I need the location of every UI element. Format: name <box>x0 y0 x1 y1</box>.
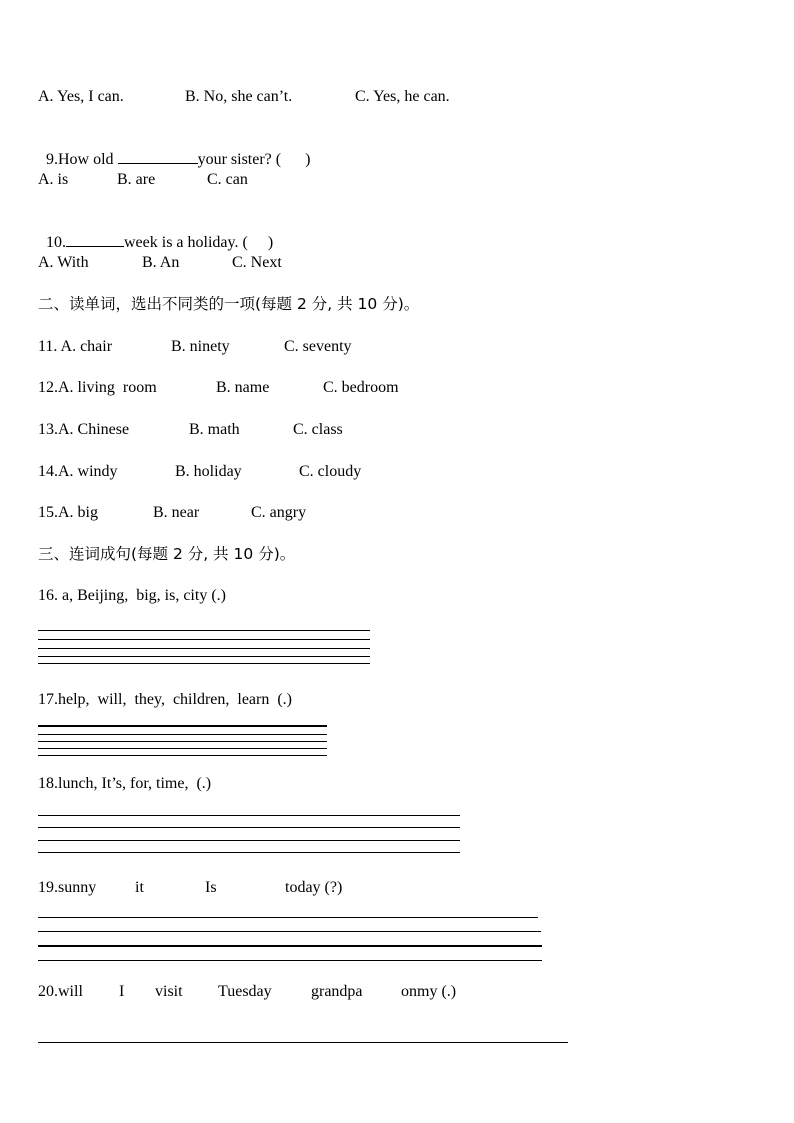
q19-answer-line[interactable] <box>38 917 538 918</box>
q10-question <box>38 212 273 253</box>
q8-option-b[interactable]: B. No, she can’t. <box>185 88 293 105</box>
q13-option-c[interactable]: C. class <box>293 421 343 438</box>
q20-word-1: 20.will <box>38 983 83 1000</box>
q17-prompt: 17.help, will, they, children, learn (.) <box>38 691 292 708</box>
q20-prompt <box>38 982 457 1122</box>
q15-option-b[interactable]: B. near <box>153 504 200 521</box>
q14-option-c[interactable]: C. cloudy <box>299 463 362 480</box>
q19-word-2: it <box>135 879 144 896</box>
q17-answer-line[interactable] <box>38 741 327 742</box>
section-2-title: 二、读单词，选出不同类的一项(每题 2 分, 共 10 分)。 <box>38 295 420 313</box>
q16-answer-line[interactable] <box>38 639 370 640</box>
q20-word-2: I <box>119 983 125 1000</box>
q11-option-c[interactable]: C. seventy <box>284 338 352 355</box>
q10-option-a[interactable]: A. With <box>38 254 89 271</box>
q16-answer-line[interactable] <box>38 656 370 657</box>
q9-option-c[interactable]: C. can <box>207 171 248 188</box>
q19-word-1: 19.sunny <box>38 879 97 896</box>
q16-answer-line[interactable] <box>38 648 370 649</box>
q12-option-c[interactable]: C. bedroom <box>323 379 399 396</box>
q10-option-c[interactable]: C. Next <box>232 254 282 271</box>
q17-answer-line[interactable] <box>38 734 327 735</box>
q18-answer-line[interactable] <box>38 852 460 853</box>
q19-answer-line[interactable] <box>38 945 542 947</box>
q9-question <box>38 129 310 170</box>
q20-word-6: onmy (.) <box>401 983 457 1000</box>
q20-word-3: visit <box>155 983 183 1000</box>
q10-answer-blank[interactable] <box>66 232 124 247</box>
q20-word-4: Tuesday <box>218 983 272 1000</box>
q19-prompt <box>38 878 343 978</box>
q19-answer-line[interactable] <box>38 931 541 932</box>
q19-word-4: today (?) <box>285 879 343 896</box>
q18-prompt: 18.lunch, It’s, for, time, (.) <box>38 775 212 792</box>
q20-answer-line[interactable] <box>38 1042 568 1043</box>
q8-option-a[interactable]: A. Yes, I can. <box>38 88 124 105</box>
q10-prefix: 10. <box>46 234 66 251</box>
q12-option-b[interactable]: B. name <box>216 379 270 396</box>
q10-option-b[interactable]: B. An <box>142 254 180 271</box>
q12-option-a[interactable]: 12.A. living room <box>38 379 157 396</box>
q17-answer-line[interactable] <box>38 725 327 727</box>
q10-suffix: week is a holiday. ( ) <box>124 234 274 251</box>
q17-answer-line[interactable] <box>38 755 327 756</box>
q14-option-a[interactable]: 14.A. windy <box>38 463 118 480</box>
q9-suffix: your sister? ( ) <box>197 151 311 168</box>
q15-option-c[interactable]: C. angry <box>251 504 307 521</box>
q16-answer-line[interactable] <box>38 663 370 664</box>
q11-option-a[interactable]: 11. A. chair <box>38 338 113 355</box>
q8-option-c[interactable]: C. Yes, he can. <box>355 88 450 105</box>
q17-answer-line[interactable] <box>38 748 327 749</box>
q16-prompt: 16. a, Beijing, big, is, city (.) <box>38 587 226 604</box>
q14-option-b[interactable]: B. holiday <box>175 463 242 480</box>
q11-option-b[interactable]: B. ninety <box>171 338 230 355</box>
q19-word-3: Is <box>205 879 217 896</box>
q18-answer-line[interactable] <box>38 827 460 828</box>
q19-answer-line[interactable] <box>38 960 542 961</box>
q9-option-b[interactable]: B. are <box>117 171 156 188</box>
q9-option-a[interactable]: A. is <box>38 171 69 188</box>
q9-answer-blank[interactable] <box>118 149 198 164</box>
q13-option-a[interactable]: 13.A. Chinese <box>38 421 130 438</box>
q20-word-5: grandpa <box>311 983 363 1000</box>
q18-answer-line[interactable] <box>38 840 460 841</box>
q13-option-b[interactable]: B. math <box>189 421 240 438</box>
q16-answer-line[interactable] <box>38 630 370 631</box>
q9-prefix: 9.How old <box>46 151 118 168</box>
section-3-title: 三、连词成句(每题 2 分, 共 10 分)。 <box>38 545 296 563</box>
q15-option-a[interactable]: 15.A. big <box>38 504 98 521</box>
q18-answer-line[interactable] <box>38 815 460 816</box>
